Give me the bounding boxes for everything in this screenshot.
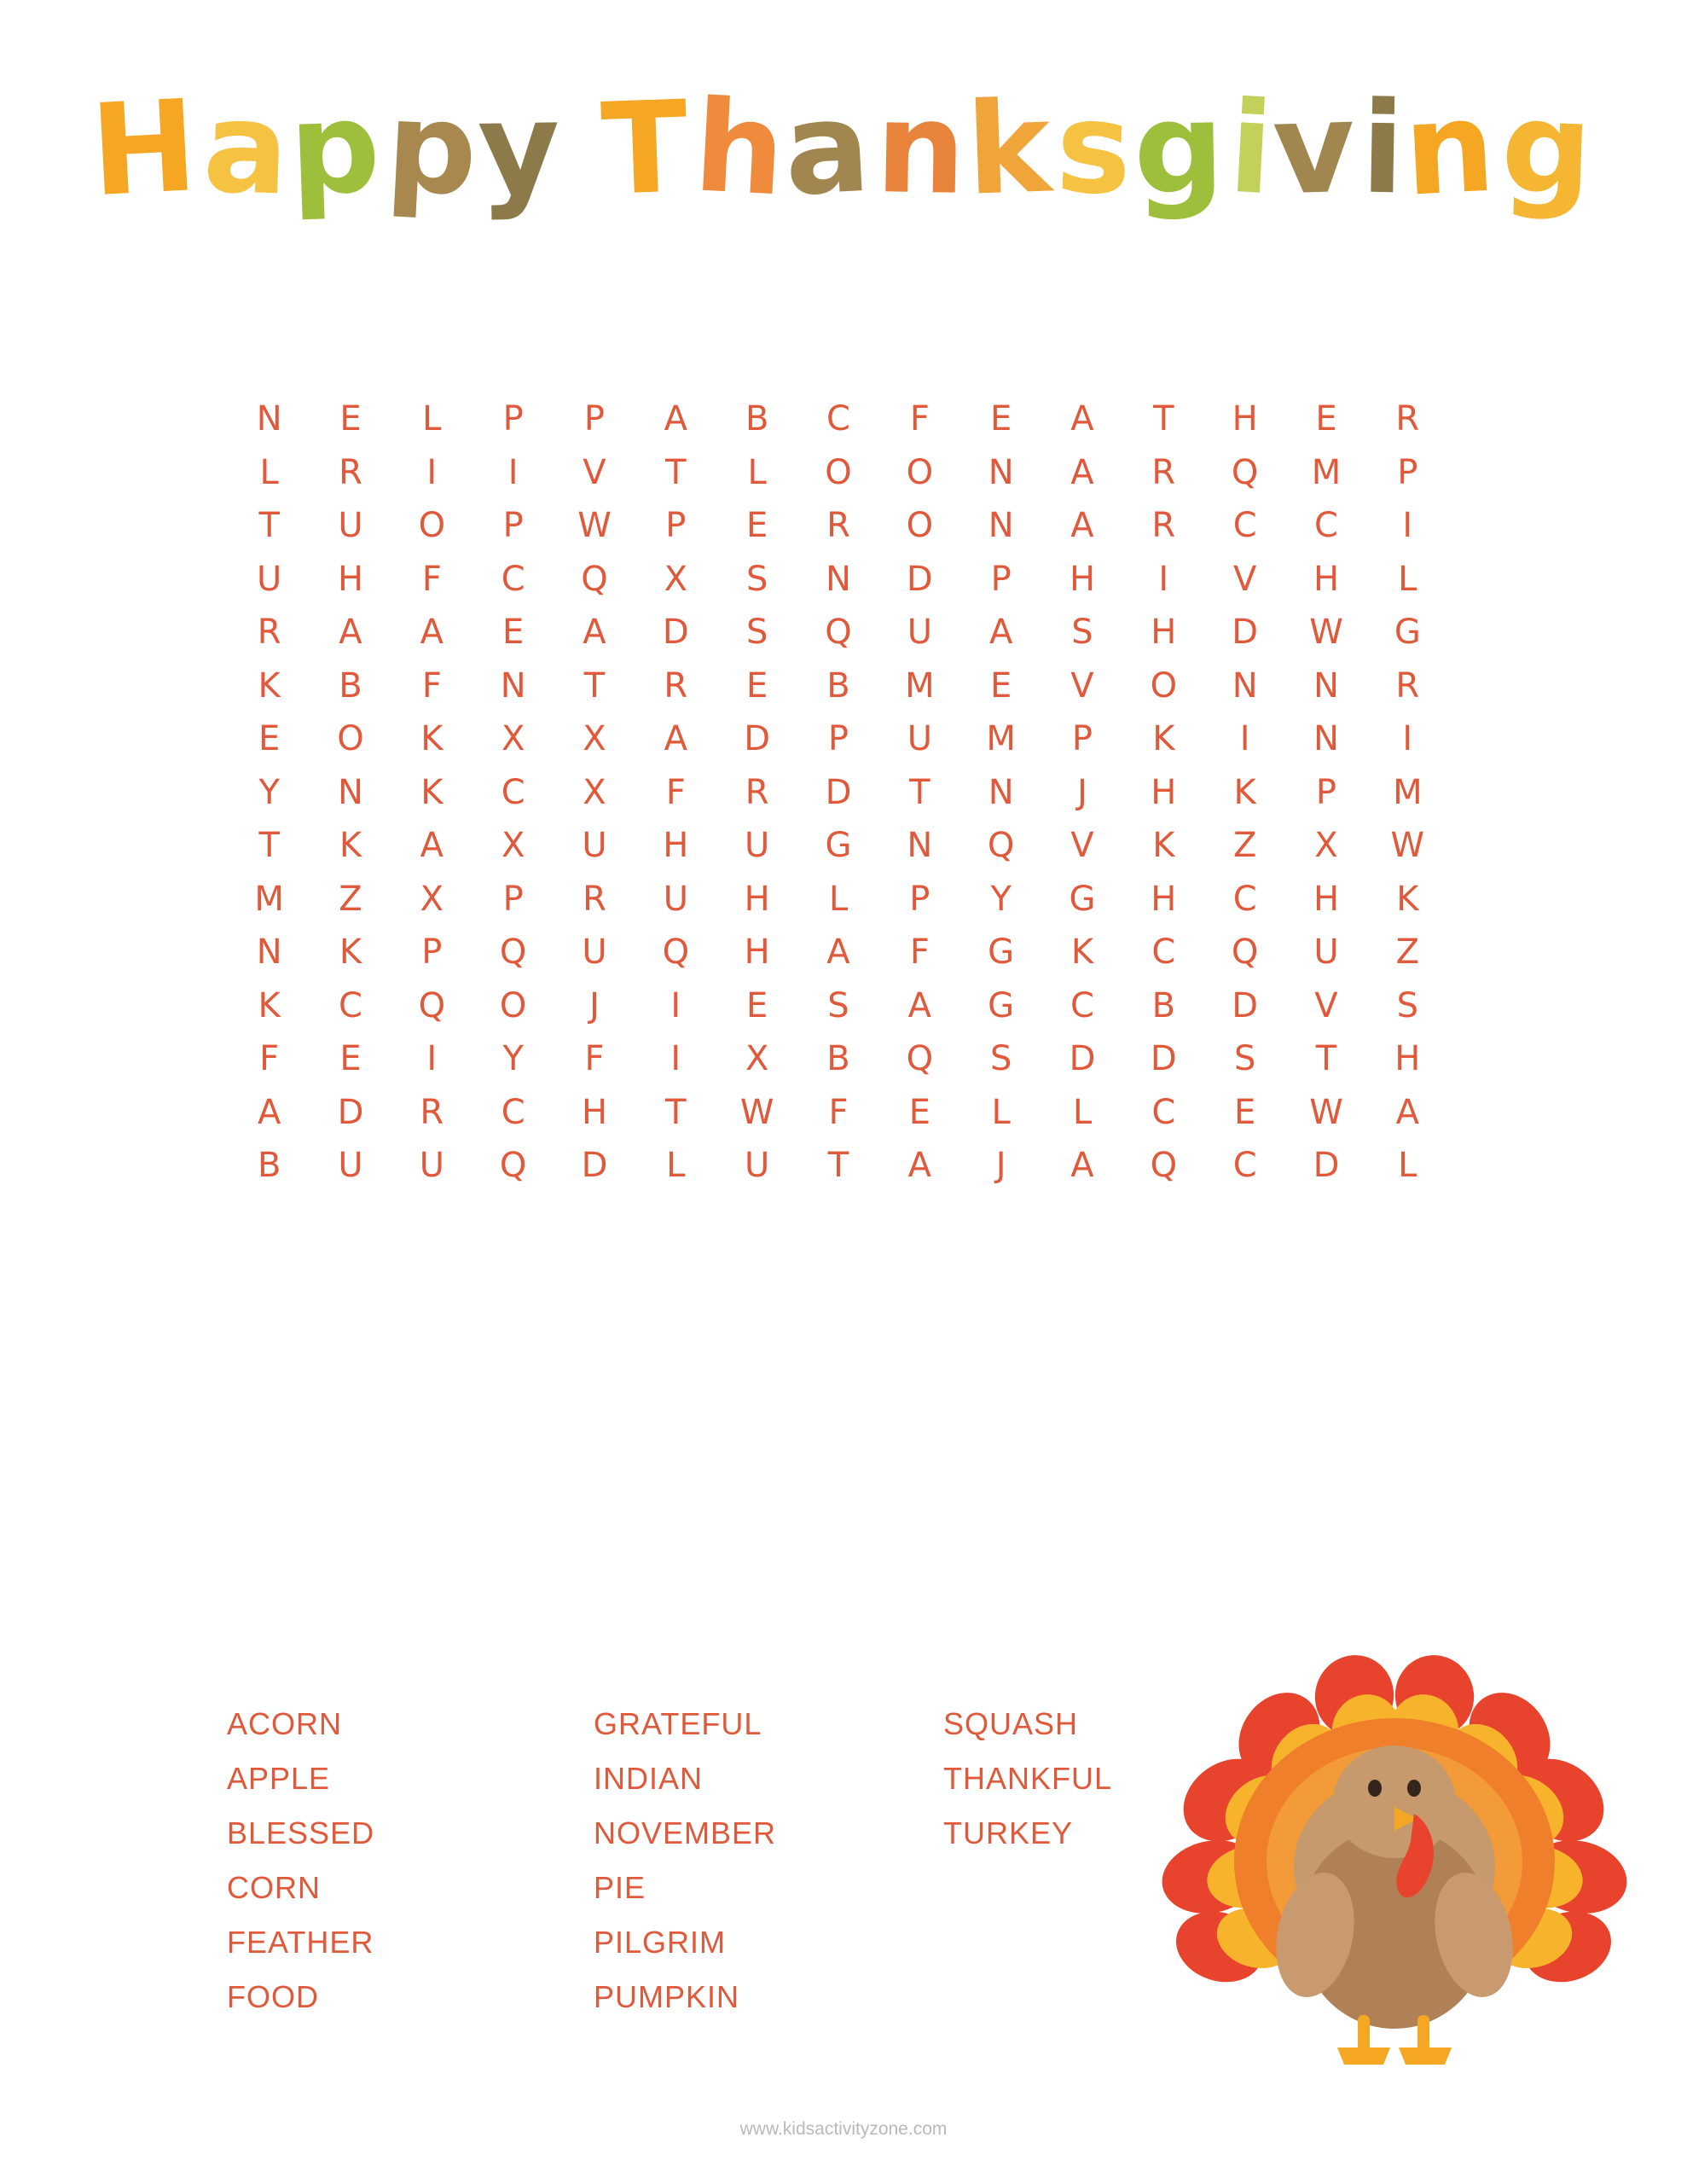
word-list-item[interactable]: PIE <box>594 1870 646 1905</box>
grid-cell[interactable]: K <box>1233 772 1256 812</box>
grid-cell[interactable]: X <box>583 772 606 812</box>
grid-cell[interactable]: C <box>1232 1146 1257 1186</box>
grid-cell[interactable]: X <box>664 559 688 599</box>
grid-cell[interactable]: S <box>989 1039 1012 1079</box>
grid-cell[interactable]: Q <box>662 932 690 973</box>
grid-cell[interactable]: V <box>1070 826 1094 866</box>
word-list-item[interactable]: APPLE <box>227 1761 331 1796</box>
grid-cell[interactable]: M <box>1393 772 1423 812</box>
grid-cell[interactable]: E <box>1315 399 1337 439</box>
grid-cell[interactable]: N <box>1313 665 1339 706</box>
grid-cell[interactable]: P <box>1071 719 1093 759</box>
grid-cell[interactable]: H <box>663 826 689 866</box>
grid-cell[interactable]: H <box>744 932 770 973</box>
grid-cell[interactable]: Z <box>1395 932 1420 973</box>
grid-cell[interactable]: L <box>828 879 849 919</box>
grid-cell[interactable]: R <box>1395 665 1420 706</box>
grid-cell[interactable]: K <box>1152 826 1175 866</box>
grid-cell[interactable]: G <box>988 985 1015 1025</box>
grid-cell[interactable]: E <box>339 1039 362 1079</box>
grid-cell[interactable]: B <box>1151 985 1176 1025</box>
grid-cell[interactable]: A <box>664 399 688 439</box>
grid-cell[interactable]: R <box>1151 506 1176 546</box>
footer-url: www.kidsactivityzone.com <box>739 2119 948 2139</box>
grid-cell[interactable]: I <box>507 452 519 492</box>
grid-cell[interactable]: R <box>745 772 769 812</box>
grid-cell[interactable]: A <box>420 613 444 653</box>
grid-cell[interactable]: C <box>1151 1092 1176 1132</box>
grid-cell[interactable]: L <box>1398 1146 1417 1186</box>
grid-cell[interactable]: N <box>1232 665 1258 706</box>
grid-cell[interactable]: O <box>337 719 364 759</box>
grid-cell[interactable]: N <box>338 772 363 812</box>
grid-cell[interactable]: C <box>501 1092 525 1132</box>
grid-cell[interactable]: L <box>747 452 767 492</box>
grid-cell[interactable]: A <box>1070 452 1094 492</box>
word-list-item[interactable]: GRATEFUL <box>594 1706 762 1741</box>
word-list-item[interactable]: FEATHER <box>227 1925 374 1960</box>
grid-cell[interactable]: W <box>1309 1092 1343 1132</box>
grid-cell[interactable]: U <box>338 506 363 546</box>
grid-cell[interactable]: N <box>826 559 851 599</box>
grid-cell[interactable]: A <box>907 985 932 1025</box>
grid-cell[interactable]: T <box>258 826 280 866</box>
grid-cell[interactable]: S <box>745 613 768 653</box>
title-letter: g <box>1132 74 1229 223</box>
grid-cell[interactable]: A <box>420 826 444 866</box>
grid-cell[interactable]: C <box>1151 932 1176 973</box>
grid-cell[interactable]: C <box>1314 506 1338 546</box>
grid-cell[interactable]: K <box>1152 719 1175 759</box>
grid-cell[interactable]: P <box>827 719 849 759</box>
word-list-item[interactable]: NOVEMBER <box>594 1815 777 1850</box>
title-letter: s <box>1053 73 1139 224</box>
grid-cell[interactable]: C <box>1232 506 1257 546</box>
word-list-item[interactable]: BLESSED <box>227 1815 375 1850</box>
grid-cell[interactable]: P <box>665 506 687 546</box>
grid-cell[interactable]: N <box>1313 719 1339 759</box>
grid-cell[interactable]: L <box>259 452 279 492</box>
page-title <box>0 72 1687 225</box>
word-list-item[interactable]: TURKEY <box>943 1815 1074 1850</box>
grid-cell[interactable]: D <box>1150 1039 1177 1079</box>
grid-cell[interactable]: D <box>1069 1039 1096 1079</box>
grid-cell[interactable]: A <box>826 932 850 973</box>
grid-cell[interactable]: T <box>583 665 606 706</box>
grid-cell[interactable]: I <box>1239 719 1250 759</box>
grid-cell[interactable]: Q <box>499 932 527 973</box>
grid-cell[interactable]: N <box>988 452 1014 492</box>
grid-cell[interactable]: T <box>258 506 280 546</box>
grid-cell[interactable]: D <box>1313 1146 1340 1186</box>
grid-cell[interactable]: F <box>665 772 686 812</box>
grid-cell[interactable]: F <box>421 559 442 599</box>
grid-cell[interactable]: P <box>421 932 443 973</box>
grid-cell[interactable]: E <box>258 719 281 759</box>
grid-cell[interactable]: Q <box>1231 932 1259 973</box>
title-letter: h <box>691 73 792 224</box>
grid-cell[interactable]: T <box>665 452 687 492</box>
grid-cell[interactable]: C <box>501 559 525 599</box>
grid-cell[interactable]: D <box>1232 985 1259 1025</box>
grid-cell[interactable]: U <box>745 826 770 866</box>
word-list-item[interactable]: ACORN <box>227 1706 343 1741</box>
grid-cell[interactable]: R <box>339 452 362 492</box>
grid-cell[interactable]: X <box>420 879 444 919</box>
grid-cell[interactable]: F <box>909 932 930 973</box>
grid-cell[interactable]: P <box>502 879 524 919</box>
grid-cell[interactable]: A <box>583 613 606 653</box>
word-list-column <box>227 1706 457 2015</box>
grid-cell[interactable]: U <box>907 613 932 653</box>
grid-cell[interactable]: P <box>502 399 524 439</box>
grid-cell[interactable]: A <box>1070 506 1094 546</box>
grid-cell[interactable]: Q <box>825 613 852 653</box>
grid-cell[interactable]: N <box>988 772 1014 812</box>
grid-cell[interactable]: M <box>905 665 935 706</box>
grid-cell[interactable]: Q <box>581 559 608 599</box>
word-search-grid <box>229 392 1448 1193</box>
grid-cell[interactable]: P <box>1315 772 1337 812</box>
grid-cell[interactable]: K <box>1070 932 1094 973</box>
word-list-item[interactable]: SQUASH <box>943 1706 1079 1741</box>
grid-cell[interactable]: G <box>825 826 852 866</box>
grid-cell[interactable]: Q <box>418 985 446 1025</box>
grid-cell[interactable]: L <box>1398 559 1417 599</box>
word-list-item[interactable]: PUMPKIN <box>594 1979 740 2014</box>
word-list-item[interactable]: THANKFUL <box>943 1761 1113 1796</box>
grid-cell[interactable]: H <box>1313 879 1340 919</box>
grid-cell[interactable]: N <box>256 399 282 439</box>
grid-cell[interactable]: C <box>826 399 850 439</box>
grid-cell[interactable]: R <box>583 879 606 919</box>
word-list-item[interactable]: FOOD <box>227 1979 319 2014</box>
grid-cell[interactable]: B <box>826 665 850 706</box>
grid-cell[interactable]: H <box>1151 613 1177 653</box>
grid-cell[interactable]: W <box>1390 826 1425 866</box>
grid-cell[interactable]: S <box>745 559 768 599</box>
title-letter: H <box>87 72 205 225</box>
grid-cell[interactable]: O <box>1150 665 1178 706</box>
grid-cell[interactable]: R <box>257 613 281 653</box>
grid-cell[interactable]: T <box>1153 399 1174 439</box>
grid-cell[interactable]: O <box>906 452 934 492</box>
grid-cell[interactable]: B <box>339 665 362 706</box>
grid-cell[interactable]: L <box>422 399 442 439</box>
title-letter: n <box>873 74 971 223</box>
grid-cell[interactable]: G <box>1394 613 1421 653</box>
turkey-eye-right <box>1407 1780 1421 1797</box>
grid-cell[interactable]: W <box>577 506 612 546</box>
title-letter: y <box>476 74 565 223</box>
grid-cell[interactable]: U <box>338 1146 363 1186</box>
grid-cell[interactable]: T <box>909 772 930 812</box>
grid-cell[interactable]: E <box>746 665 768 706</box>
grid-cell[interactable]: S <box>1233 1039 1256 1079</box>
grid-cell[interactable]: I <box>1402 719 1413 759</box>
grid-cell[interactable]: F <box>828 1092 849 1132</box>
grid-cell[interactable]: S <box>1071 613 1093 653</box>
title-letter: i <box>1359 74 1409 223</box>
grid-cell[interactable]: A <box>907 1146 932 1186</box>
grid-cell[interactable]: U <box>582 826 607 866</box>
grid-cell[interactable]: P <box>1397 452 1418 492</box>
grid-cell[interactable]: O <box>906 506 934 546</box>
grid-cell[interactable]: F <box>909 399 930 439</box>
grid-cell[interactable]: M <box>1311 452 1342 492</box>
grid-cell[interactable]: Z <box>339 879 362 919</box>
grid-cell[interactable]: T <box>665 1092 687 1132</box>
grid-cell[interactable]: Y <box>502 1039 524 1079</box>
grid-cell[interactable]: R <box>826 506 850 546</box>
grid-cell[interactable]: C <box>339 985 362 1025</box>
grid-cell[interactable]: U <box>582 932 607 973</box>
title-letter: g <box>1499 73 1598 224</box>
word-list-item[interactable]: PILGRIM <box>594 1925 727 1960</box>
grid-cell[interactable]: D <box>581 1146 608 1186</box>
grid-cell[interactable]: H <box>1151 879 1177 919</box>
grid-cell[interactable]: A <box>988 613 1013 653</box>
grid-cell[interactable]: E <box>1234 1092 1256 1132</box>
grid-cell[interactable]: D <box>337 1092 364 1132</box>
grid-cell[interactable]: X <box>501 719 525 759</box>
grid-cell[interactable]: I <box>1402 506 1413 546</box>
grid-cell[interactable]: P <box>502 506 524 546</box>
grid-cell[interactable]: S <box>1396 985 1419 1025</box>
grid-cell[interactable]: X <box>1314 826 1338 866</box>
grid-cell[interactable]: Q <box>987 826 1015 866</box>
title-letter: k <box>964 73 1057 224</box>
turkey-illustration <box>1117 1621 1646 2099</box>
grid-cell[interactable]: R <box>420 1092 444 1132</box>
grid-cell[interactable]: U <box>907 719 932 759</box>
grid-cell[interactable]: N <box>988 506 1014 546</box>
grid-cell[interactable]: C <box>501 772 525 812</box>
grid-cell[interactable]: Q <box>1231 452 1259 492</box>
grid-cell[interactable]: I <box>426 1039 438 1079</box>
grid-cell[interactable]: T <box>827 1146 849 1186</box>
grid-cell[interactable]: Q <box>906 1039 934 1079</box>
grid-cell[interactable]: H <box>1069 559 1096 599</box>
grid-cell[interactable]: Y <box>258 772 280 812</box>
grid-cell[interactable]: C <box>1070 985 1094 1025</box>
grid-cell[interactable]: U <box>663 879 688 919</box>
grid-cell[interactable]: I <box>426 452 438 492</box>
grid-cell[interactable]: K <box>339 826 362 866</box>
grid-cell[interactable]: T <box>1315 1039 1337 1079</box>
grid-cell[interactable]: H <box>1313 559 1340 599</box>
grid-cell[interactable]: D <box>744 719 771 759</box>
grid-cell[interactable]: I <box>670 985 681 1025</box>
grid-cell[interactable]: X <box>583 719 606 759</box>
grid-cell[interactable]: H <box>581 1092 608 1132</box>
grid-cell[interactable]: J <box>995 1146 1006 1186</box>
grid-cell[interactable]: N <box>500 665 526 706</box>
grid-cell[interactable]: D <box>906 559 933 599</box>
grid-cell[interactable]: A <box>1070 399 1094 439</box>
title-letter: n <box>1400 73 1502 224</box>
grid-cell[interactable]: K <box>258 665 281 706</box>
title-letter: p <box>287 73 386 224</box>
title-letter: p <box>382 73 484 224</box>
grid-cell[interactable]: H <box>1151 772 1177 812</box>
grid-cell[interactable]: X <box>501 826 525 866</box>
grid-cell[interactable]: U <box>257 559 282 599</box>
grid-cell[interactable]: N <box>256 932 282 973</box>
grid-cell[interactable]: L <box>666 1146 686 1186</box>
title-letter: a <box>780 73 877 224</box>
grid-cell[interactable]: V <box>1232 559 1257 599</box>
title-letter: T <box>599 73 694 224</box>
grid-cell[interactable]: M <box>254 879 284 919</box>
grid-cell[interactable]: R <box>1395 399 1420 439</box>
title-letter: i <box>1226 73 1280 224</box>
word-list-item[interactable]: CORN <box>227 1870 321 1905</box>
grid-cell[interactable]: I <box>670 1039 681 1079</box>
word-list-column <box>943 1706 1112 2015</box>
grid-cell[interactable]: H <box>744 879 770 919</box>
grid-cell[interactable]: C <box>1232 879 1257 919</box>
grid-cell[interactable]: P <box>583 399 606 439</box>
grid-cell[interactable]: F <box>259 1039 280 1079</box>
grid-cell[interactable]: H <box>1232 399 1258 439</box>
grid-cell[interactable]: M <box>986 719 1016 759</box>
grid-cell[interactable]: V <box>1070 665 1094 706</box>
word-list <box>227 1706 1112 2015</box>
grid-cell[interactable]: U <box>419 1146 444 1186</box>
turkey-eye-left <box>1368 1780 1382 1797</box>
grid-cell[interactable]: A <box>1395 1092 1420 1132</box>
grid-cell[interactable]: K <box>420 719 443 759</box>
grid-cell[interactable]: F <box>421 665 442 706</box>
grid-cell[interactable]: E <box>339 399 362 439</box>
grid-cell[interactable]: B <box>745 399 769 439</box>
grid-cell[interactable]: L <box>1072 1092 1093 1132</box>
grid-cell[interactable]: K <box>339 932 362 973</box>
title-letter: a <box>200 73 295 224</box>
grid-cell[interactable]: I <box>1158 559 1169 599</box>
grid-cell[interactable]: A <box>664 719 688 759</box>
grid-cell[interactable]: O <box>825 452 852 492</box>
grid-cell[interactable]: H <box>337 559 364 599</box>
grid-cell[interactable]: U <box>1313 932 1339 973</box>
grid-cell[interactable]: E <box>746 985 768 1025</box>
grid-cell[interactable]: R <box>664 665 688 706</box>
grid-cell[interactable]: E <box>502 613 525 653</box>
grid-cell[interactable]: V <box>1314 985 1338 1025</box>
grid-cell[interactable]: D <box>1232 613 1259 653</box>
grid-cell[interactable]: Y <box>990 879 1012 919</box>
grid-cell[interactable]: Q <box>499 1146 527 1186</box>
grid-cell[interactable]: S <box>827 985 849 1025</box>
grid-cell[interactable]: E <box>746 506 768 546</box>
grid-cell[interactable]: G <box>1069 879 1096 919</box>
grid-cell[interactable]: R <box>1151 452 1176 492</box>
grid-cell[interactable]: B <box>826 1039 850 1079</box>
grid-cell[interactable]: E <box>908 1092 930 1132</box>
grid-cell[interactable]: F <box>584 1039 605 1079</box>
grid-cell[interactable]: J <box>589 985 600 1025</box>
grid-cell[interactable]: H <box>1394 1039 1421 1079</box>
grid-cell[interactable]: P <box>909 879 930 919</box>
grid-cell[interactable]: P <box>990 559 1012 599</box>
grid-cell[interactable]: D <box>662 613 689 653</box>
grid-cell[interactable]: G <box>988 932 1015 973</box>
grid-cell[interactable]: K <box>258 985 281 1025</box>
grid-cell[interactable]: X <box>745 1039 769 1079</box>
grid-cell[interactable]: Z <box>1232 826 1257 866</box>
grid-cell[interactable]: V <box>583 452 606 492</box>
grid-cell[interactable]: W <box>739 1092 774 1132</box>
word-list-item[interactable]: INDIAN <box>594 1761 704 1796</box>
word-list-column <box>594 1706 807 2015</box>
grid-cell[interactable]: E <box>990 665 1012 706</box>
grid-cell[interactable]: E <box>990 399 1012 439</box>
grid-cell[interactable]: L <box>991 1092 1011 1132</box>
grid-cell[interactable]: K <box>1396 879 1419 919</box>
grid-cell[interactable]: D <box>825 772 852 812</box>
grid-cell[interactable]: A <box>339 613 362 653</box>
grid-cell[interactable]: O <box>418 506 446 546</box>
grid-cell[interactable]: J <box>1077 772 1087 812</box>
grid-cell[interactable]: B <box>257 1146 281 1186</box>
grid-cell[interactable]: A <box>1070 1146 1094 1186</box>
grid-cell[interactable]: U <box>745 1146 770 1186</box>
grid-cell[interactable]: W <box>1309 613 1343 653</box>
grid-cell[interactable]: A <box>257 1092 281 1132</box>
grid-cell[interactable]: O <box>499 985 527 1025</box>
grid-cell[interactable]: K <box>420 772 443 812</box>
title-letter: v <box>1270 73 1362 224</box>
grid-cell[interactable]: N <box>907 826 933 866</box>
grid-cell[interactable]: Q <box>1150 1146 1178 1186</box>
